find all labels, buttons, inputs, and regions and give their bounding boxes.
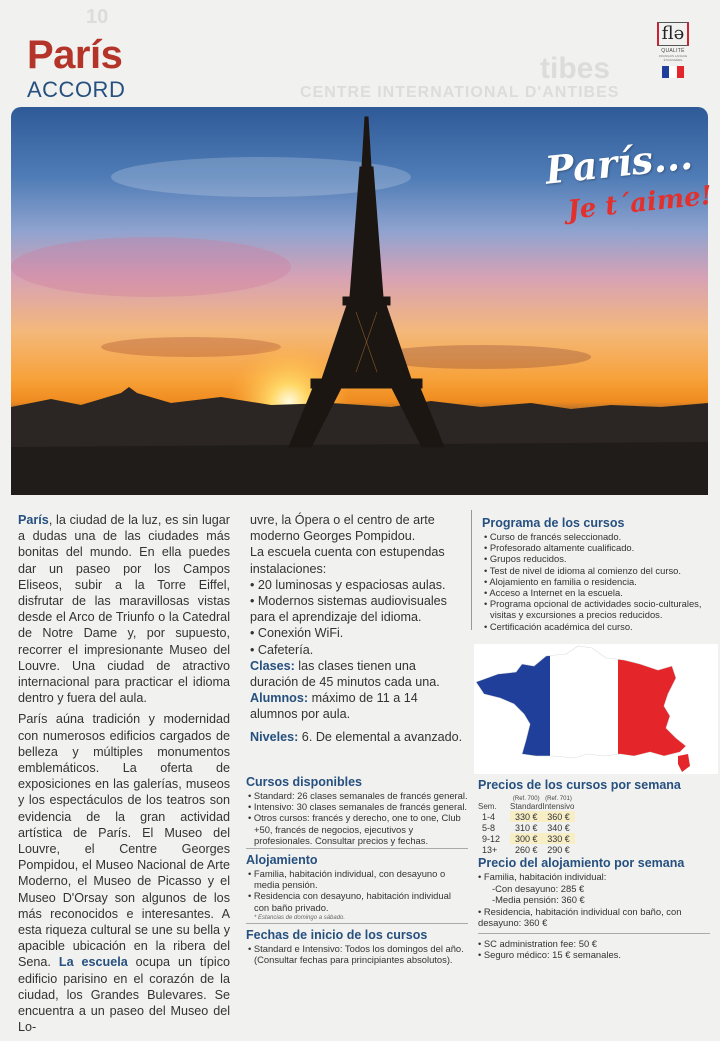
alojamiento-note: * Estancias de domingo a sábado. [254, 914, 346, 921]
cell-standard: 310 € [514, 822, 538, 833]
levels-info [250, 729, 465, 745]
list-item: • Curso de francés seleccionado. [482, 531, 707, 542]
fechas-heading: Fechas de inicio de los cursos [246, 927, 428, 942]
programa-list-wrap [482, 531, 707, 632]
fle-sub-label: FRANÇAIS LANGUE ÉTRANGÈRE [658, 54, 688, 62]
divider [478, 933, 710, 934]
list-item: • Grupos reducidos. [482, 553, 707, 564]
alojamiento-list [246, 868, 468, 913]
table-header-row [478, 795, 575, 811]
slogan-je-taime: Je t´aime! [566, 180, 714, 226]
school-continuation: uvre, la Ópera o el centro de arte moderno Georges Pompidou. [250, 513, 435, 544]
facilities-list [250, 577, 465, 658]
cursos-list-wrap [246, 790, 468, 846]
col-intensivo-label: Intensivo [542, 802, 575, 811]
precios-heading: Precios de los cursos por semana [478, 778, 681, 792]
fle-logo-mark: flə [657, 22, 690, 46]
programa-list [482, 531, 707, 632]
ghost-header-fragment: 10 [86, 6, 109, 28]
school-column [250, 512, 465, 745]
cursos-list [246, 790, 468, 846]
fee-text: SC administration fee: 50 € [483, 937, 597, 949]
page-title: París [27, 33, 123, 77]
col-sem [478, 795, 510, 811]
cell-sem: 13+ [482, 844, 498, 855]
french-flag-icon [662, 66, 684, 78]
france-flag-map [474, 644, 718, 774]
programa-heading: Programa de los cursos [482, 516, 625, 530]
students-text: máximo de 11 a 14 alumnos por aula. [250, 691, 418, 722]
list-item: • Acceso a Internet en la escuela. [482, 587, 707, 598]
list-item: • Familia, habitación individual, con desayuno o media pensión. [246, 868, 468, 890]
fee-line: • SC administration fee: 50 € [478, 937, 597, 949]
seguro-line: • Seguro médico: 15 € semanales. [478, 949, 621, 960]
list-item: • Conexión WiFi. [250, 625, 465, 641]
fle-quality-logo [650, 22, 696, 82]
familia-desayuno: -Con desayuno: 285 € [492, 882, 585, 894]
list-item: • 20 luminosas y espaciosas aulas. [250, 577, 465, 593]
alojamiento-heading: Alojamiento [246, 853, 318, 868]
levels-text: 6. De elemental a avanzado. [298, 729, 463, 744]
cell-sem: 9-12 [482, 833, 501, 844]
aloj-precios-heading: Precio del alojamiento por semana [478, 856, 685, 870]
cell-intensivo: 330 € [542, 833, 574, 844]
fle-quality-label: QUALITÉ [661, 48, 685, 54]
table-row [478, 844, 575, 855]
list-item: • Test de nivel de idioma al comienzo del curso. [482, 565, 707, 576]
col-sem-label: Sem. [478, 802, 497, 811]
list-item: • Certificación académica del curso. [482, 621, 707, 632]
course-prices-section [478, 778, 710, 855]
prices-table [478, 795, 575, 855]
intro-text-1: , la ciudad de la luz, es sin lugar a dudas una de las ciudades más bonitas del mundo. En ella puedes dar un paseo por los Campos Eliseos, subir a la Torre Eiffel, disfrutar de las maravillosas vistas desde el Arco de Triunfo o la Catedral de Notre Dame y, por supuesto, recorrer el impresionante Museo del Louvre. Una ciudad de atractivo internacional para practicar el idioma dentro y fuera del aula. [18, 513, 230, 706]
fechas-list-wrap [246, 943, 468, 965]
aloj-price-list [478, 871, 710, 961]
intro-lead: París [18, 513, 49, 527]
divider [246, 923, 468, 924]
cell-sem: 1-4 [482, 811, 496, 822]
intro-paragraph-1 [18, 512, 230, 706]
col-standard [510, 795, 542, 811]
cell-intensivo: 290 € [547, 844, 570, 855]
cell-intensivo: 340 € [547, 822, 570, 833]
column-divider [471, 510, 472, 630]
list-item: • Profesorado altamente cualificado. [482, 542, 707, 553]
france-map-icon [474, 644, 718, 774]
classes-label: Clases: [250, 658, 295, 673]
table-row [478, 833, 575, 844]
list-item: • Intensivo: 30 clases semanales de francés general. [246, 801, 468, 812]
familia-text: Familia, habitación individual: [483, 871, 607, 882]
school-lead: La escuela [58, 955, 128, 970]
levels-label: Niveles: [250, 729, 299, 744]
students-info [250, 690, 465, 722]
seguro-text: Seguro médico: 15 € semanales. [483, 949, 621, 960]
programa-section [482, 516, 707, 632]
col-standard-label: Standard [510, 802, 543, 811]
classes-text: las clases tienen una duración de 45 minutos cada una. [250, 658, 440, 690]
col-intensivo [542, 795, 574, 811]
divider [246, 848, 468, 849]
list-item: • Otros cursos: francés y derecho, one to one, Club +50, francés de negocios, ejecutivos y profesionales. Consultar precios y fechas. [246, 812, 468, 846]
list-item: • Residencia con desayuno, habitación individual con baño privado. [246, 890, 468, 912]
classes-info [250, 658, 465, 690]
page-subtitle: ACCORD [27, 77, 126, 102]
fechas-list [246, 943, 468, 965]
cell-standard: 260 € [514, 844, 538, 855]
residencia-line: • Residencia, habitación individual con baño, con desayuno: 360 € [478, 905, 682, 928]
school-text: ocupa un típico edificio parisino en el corazón de la ciudad, los Grandes Bulevares. Se encuentra a un paseo del Museo del Lo- [18, 955, 230, 1035]
courses-info-section [246, 771, 468, 965]
accommodation-prices-section [478, 856, 710, 961]
ghost-heading: tibes [540, 52, 611, 85]
intro-column [18, 512, 230, 1041]
list-item: • Standard: 26 clases semanales de francés general. [246, 790, 468, 801]
cell-sem: 5-8 [482, 822, 496, 833]
col-standard-ref: (Ref. 700) [512, 796, 540, 802]
intro-paragraph-2 [18, 711, 230, 1035]
familia-media-pension: -Media pensión: 360 € [492, 894, 585, 905]
slogan-paris: París... [543, 132, 695, 193]
cursos-heading: Cursos disponibles [246, 775, 362, 789]
table-row [478, 811, 575, 822]
table-row [478, 822, 575, 833]
list-item: • Alojamiento en familia o residencia. [482, 576, 707, 587]
list-item: • Cafetería. [250, 642, 465, 658]
cell-standard: 330 € [510, 811, 542, 822]
familia-line: • Familia, habitación individual: [478, 871, 607, 882]
students-label: Alumnos: [250, 691, 309, 706]
col-intensivo-ref: (Ref. 701) [545, 796, 572, 802]
ghost-subheading: CENTRE INTERNATIONAL D'ANTIBES [300, 84, 620, 101]
list-item: • Modernos sistemas audiovisuales para el aprendizaje del idioma. [250, 593, 465, 625]
alojamiento-list-wrap [246, 868, 468, 913]
intro-text-2: París aúna tradición y modernidad con numerosos edificios cargados de belleza y múltiples monumentos emblemáticos. La oferta de exposiciones en las galerías, museos y los espectáculos de los teatros son evidencia de la gran actividad artística de París. El Museo del Louvre, el Centre Georges Pompidou, el Museo Nacional de Arte Moderno, el Museo de Picasso y el Museo D'Orsay son algunos de los más reconocidos e interesantes. A esta riqueza cultural se une su bella y apacible ubicación en la ribera del Sena. [18, 712, 230, 970]
residencia-text: Residencia, habitación individual con baño, con desayuno: 360 € [478, 905, 682, 928]
list-item: • Standard e Intensivo: Todos los domingos del año. (Consultar fechas para principiantes absolutos). [246, 943, 468, 965]
cell-standard: 300 € [510, 833, 542, 844]
cell-intensivo: 360 € [542, 811, 574, 822]
list-item: • Programa opcional de actividades socio-culturales, visitas y excursiones a precios reducidos. [482, 598, 707, 620]
facilities-intro: La escuela cuenta con estupendas instalaciones: [250, 545, 445, 576]
